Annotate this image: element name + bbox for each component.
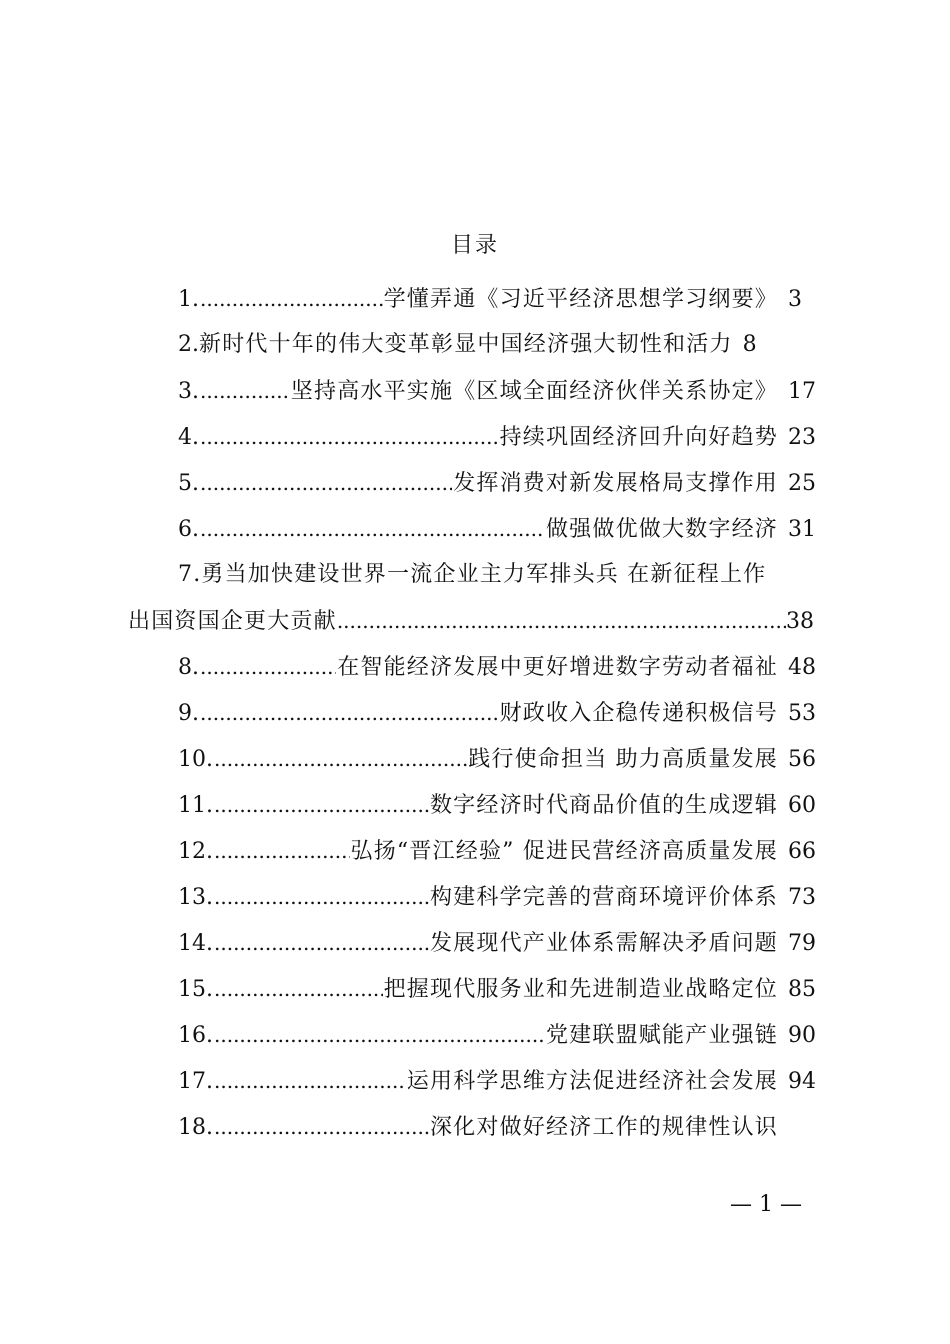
- toc-entry[interactable]: [178, 414, 822, 460]
- toc-entry-page: 8: [742, 332, 757, 357]
- toc-entry-number: 7.: [178, 562, 202, 587]
- toc-entry[interactable]: [178, 460, 822, 506]
- toc-entry-number: 1.: [178, 287, 199, 312]
- toc-entry[interactable]: [128, 552, 822, 644]
- toc-entry[interactable]: [178, 1058, 822, 1104]
- dot-leader: [200, 368, 290, 414]
- toc-entry-title: 发展现代产业体系需解决矛盾问题: [429, 931, 778, 956]
- toc-entry-title: 把握现代服务业和先进制造业战略定位: [383, 977, 778, 1002]
- toc-entry-number: 15.: [178, 977, 213, 1002]
- toc-entry-title-line2: [128, 598, 814, 644]
- dot-leader: [200, 644, 336, 690]
- toc-entry-page: 73: [788, 885, 816, 910]
- dot-leader: [214, 1012, 545, 1058]
- dot-leader: [214, 1058, 406, 1104]
- dot-leader: [214, 920, 429, 966]
- toc-entry-title: 构建科学完善的营商环境评价体系: [429, 885, 778, 910]
- toc-entry-title: 在智能经济发展中更好增进数字劳动者福祉: [337, 655, 778, 680]
- toc-entry-title: 坚持高水平实施《区域全面经济伙伴关系协定》: [290, 379, 778, 404]
- toc-entry-title: 党建联盟赋能产业强链: [545, 1023, 778, 1048]
- toc-entry-number: 4.: [178, 425, 199, 450]
- dot-leader: [200, 690, 499, 736]
- toc-entry[interactable]: [178, 690, 822, 736]
- toc-entry-page: 66: [788, 839, 816, 864]
- toc-title: 目录: [450, 233, 499, 258]
- toc-entry-title: 持续巩固经济回升向好趋势: [499, 425, 778, 450]
- toc-entry-page: 90: [788, 1023, 816, 1048]
- toc-entry-title: 运用科学思维方法促进经济社会发展: [406, 1069, 778, 1094]
- dot-leader: [200, 506, 545, 552]
- toc-entry-number: 6.: [178, 517, 199, 542]
- toc-entry[interactable]: [178, 276, 822, 322]
- toc-entry-title-line1: [128, 552, 822, 598]
- dot-leader: [214, 966, 383, 1012]
- dot-leader: [214, 1104, 429, 1150]
- toc-entry-number: 10.: [178, 747, 213, 772]
- toc-entry[interactable]: [178, 322, 822, 368]
- toc-entry[interactable]: [178, 1104, 822, 1150]
- page-number-footer: — 1 —: [730, 1192, 802, 1217]
- toc-entry[interactable]: [178, 506, 822, 552]
- toc-entry[interactable]: [178, 736, 822, 782]
- toc-entry-title: 数字经济时代商品价值的生成逻辑: [429, 793, 778, 818]
- toc-entry-page: 23: [788, 425, 816, 450]
- toc-entry-page: 17: [788, 379, 816, 404]
- toc-entry-number: 5.: [178, 471, 199, 496]
- toc-entry-title: 深化对做好经济工作的规律性认识: [429, 1115, 778, 1140]
- dot-leader: [214, 874, 429, 920]
- toc-entry-number: 9.: [178, 701, 199, 726]
- toc-entry-page: 79: [788, 931, 816, 956]
- toc-entry[interactable]: [178, 782, 822, 828]
- toc-entry-number: 13.: [178, 885, 213, 910]
- dot-leader: [214, 828, 350, 874]
- dot-leader: [214, 782, 429, 828]
- toc-entry[interactable]: [178, 644, 822, 690]
- toc-entry-number: 8.: [178, 655, 199, 680]
- toc-entry-page: 60: [788, 793, 816, 818]
- toc-entry[interactable]: [178, 966, 822, 1012]
- dot-leader: [200, 460, 452, 506]
- toc-entry-title: 出国资国企更大贡献: [128, 609, 337, 634]
- toc-entry-number: 11.: [178, 793, 213, 818]
- toc-entry[interactable]: [178, 368, 822, 414]
- toc-entry-title: 新时代十年的伟大变革彰显中国经济强大韧性和活力: [199, 332, 733, 357]
- toc-entry-number: 2.: [178, 332, 199, 357]
- toc-entry-title: 弘扬“晋江经验” 促进民营经济高质量发展: [350, 839, 778, 864]
- toc-entry-title: 财政收入企稳传递积极信号: [499, 701, 778, 726]
- toc-entry[interactable]: [178, 920, 822, 966]
- toc-entry-title: 做强做优做大数字经济: [545, 517, 778, 542]
- toc-entry[interactable]: [178, 1012, 822, 1058]
- toc-entry-number: 14.: [178, 931, 213, 956]
- table-of-contents: [128, 276, 822, 1150]
- dot-leader: [214, 736, 467, 782]
- toc-entry-page: 94: [788, 1069, 816, 1094]
- toc-entry-number: 17.: [178, 1069, 213, 1094]
- toc-entry-page: 31: [788, 517, 816, 542]
- toc-entry-page: 38: [786, 609, 814, 634]
- dot-leader: [200, 414, 499, 460]
- toc-entry-title: 学懂弄通《习近平经济思想学习纲要》: [383, 287, 778, 312]
- toc-entry-number: 16.: [178, 1023, 213, 1048]
- toc-entry-page: 48: [788, 655, 816, 680]
- toc-entry-number: 12.: [178, 839, 213, 864]
- toc-entry[interactable]: [178, 828, 822, 874]
- toc-entry-page: 56: [788, 747, 816, 772]
- toc-entry-page: 85: [788, 977, 816, 1002]
- dot-leader: [200, 276, 383, 322]
- toc-entry-title: 践行使命担当 助力高质量发展: [468, 747, 778, 772]
- toc-entry-title: 发挥消费对新发展格局支撑作用: [453, 471, 778, 496]
- toc-entry-page: 53: [788, 701, 816, 726]
- toc-entry-number: 3.: [178, 379, 199, 404]
- toc-entry-page: 3: [788, 287, 802, 312]
- toc-entry-page: 25: [788, 471, 816, 496]
- toc-entry-number: 18.: [178, 1115, 213, 1140]
- toc-entry[interactable]: [178, 874, 822, 920]
- dot-leader: [337, 598, 786, 644]
- toc-entry-title: 勇当加快建设世界一流企业主力军排头兵 在新征程上作: [201, 562, 767, 587]
